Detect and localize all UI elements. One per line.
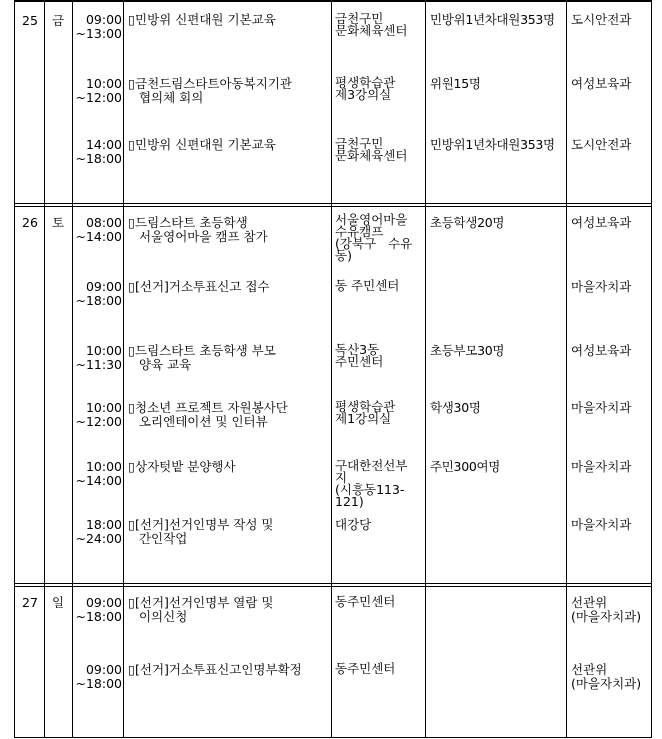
event-dept: 선관위 (마을자치과) — [571, 662, 642, 691]
event-marker: ▯ — [128, 279, 135, 294]
event-dept: 도시안전과 — [571, 137, 632, 152]
event-marker: ▯ — [128, 137, 135, 152]
col-border — [72, 0, 73, 738]
event-dept: 여성보육과 — [571, 76, 632, 91]
event-participants: 민방위1년차대원353명 — [430, 137, 555, 152]
event-participants: 민방위1년차대원353명 — [430, 12, 555, 27]
event-place: 독산3동 주민센터 — [335, 342, 384, 369]
event-time-start: 09:00 — [85, 12, 122, 27]
event-title: 민방위 신편대원 기본교육 — [135, 137, 276, 152]
event-title: 상자텃밭 분양행사 — [135, 459, 236, 474]
event-place: 동주민센터 — [335, 661, 396, 676]
day-weekday: 일 — [52, 595, 65, 610]
event-time-start: 14:00 — [85, 137, 122, 152]
event-title: 드림스타트 초등학생 부모 양육 교육 — [135, 343, 276, 372]
event-time-end: ~24:00 — [75, 531, 122, 546]
event-dept: 여성보육과 — [571, 343, 632, 358]
day-weekday: 토 — [52, 215, 65, 230]
col-border — [566, 0, 567, 738]
row-divider — [14, 583, 651, 584]
day-date: 25 — [22, 13, 38, 28]
event-time-start: 09:00 — [85, 595, 122, 610]
event-time-end: ~18:00 — [75, 676, 122, 691]
event-time-start: 18:00 — [85, 517, 122, 532]
row-divider — [14, 206, 651, 207]
event-participants: 초등학생20명 — [430, 215, 505, 230]
event-participants: 위원15명 — [430, 76, 481, 91]
top-border — [14, 0, 651, 2]
event-participants: 초등부모30명 — [430, 343, 505, 358]
col-border — [123, 0, 124, 738]
event-marker: ▯ — [128, 76, 135, 91]
event-title: [선거]거소투표신고인명부확정 — [135, 662, 302, 677]
event-dept: 도시안전과 — [571, 12, 632, 27]
event-time-start: 09:00 — [85, 662, 122, 677]
event-title: [선거]거소투표신고 접수 — [135, 279, 270, 294]
event-place: 금천구민 문화체육센터 — [335, 136, 408, 163]
event-participants: 학생30명 — [430, 400, 481, 415]
event-dept: 마을자치과 — [571, 459, 632, 474]
event-place: 평생학습관 제3강의실 — [335, 75, 396, 102]
event-place: 서울영어마을 수유캠프 (강북구 수유 동) — [335, 212, 413, 263]
event-title: [선거]선거인명부 작성 및 간인작업 — [135, 517, 274, 546]
event-marker: ▯ — [128, 343, 135, 358]
event-time-start: 10:00 — [85, 343, 122, 358]
event-place: 구대한전선부 지 (시흥동113- 121) — [335, 458, 408, 509]
event-participants: 주민300여명 — [430, 459, 501, 474]
event-marker: ▯ — [128, 662, 135, 677]
event-title: [선거]선거인명부 열람 및 이의신청 — [135, 595, 274, 624]
event-time-end: ~18:00 — [75, 609, 122, 624]
event-dept: 마을자치과 — [571, 279, 632, 294]
event-place: 대강당 — [335, 517, 372, 532]
event-marker: ▯ — [128, 215, 135, 230]
event-time-end: ~14:00 — [75, 473, 122, 488]
event-marker: ▯ — [128, 400, 135, 415]
col-border — [14, 0, 15, 738]
event-time-end: ~13:00 — [75, 26, 122, 41]
event-place: 동 주민센터 — [335, 278, 400, 293]
event-place: 금천구민 문화체육센터 — [335, 11, 408, 38]
event-title: 금천드림스타트아동복지기관 협의체 회의 — [135, 76, 292, 105]
event-title: 민방위 신편대원 기본교육 — [135, 12, 276, 27]
event-time-end: ~12:00 — [75, 90, 122, 105]
row-divider — [14, 586, 651, 587]
event-time-end: ~14:00 — [75, 229, 122, 244]
event-time-start: 10:00 — [85, 76, 122, 91]
col-border — [651, 0, 652, 738]
event-place: 동주민센터 — [335, 594, 396, 609]
col-border — [425, 0, 426, 738]
event-dept: 선관위 (마을자치과) — [571, 595, 642, 624]
event-dept: 마을자치과 — [571, 517, 632, 532]
event-time-start: 08:00 — [85, 215, 122, 230]
event-marker: ▯ — [128, 595, 135, 610]
event-time-start: 09:00 — [85, 279, 122, 294]
bottom-border — [14, 737, 651, 738]
event-time-end: ~18:00 — [75, 151, 122, 166]
event-marker: ▯ — [128, 459, 135, 474]
event-time-end: ~18:00 — [75, 293, 122, 308]
event-time-start: 10:00 — [85, 400, 122, 415]
day-weekday: 금 — [52, 13, 65, 28]
event-marker: ▯ — [128, 517, 135, 532]
event-time-start: 10:00 — [85, 459, 122, 474]
event-dept: 마을자치과 — [571, 400, 632, 415]
row-divider — [14, 203, 651, 204]
col-border — [44, 0, 45, 738]
col-border — [331, 0, 332, 738]
event-dept: 여성보육과 — [571, 215, 632, 230]
event-time-end: ~11:30 — [75, 357, 122, 372]
event-title: 청소년 프로젝트 자원봉사단 오리엔테이션 및 인터뷰 — [135, 400, 288, 429]
event-title: 드림스타트 초등학생 서울영어마을 캠프 참가 — [135, 215, 268, 244]
event-marker: ▯ — [128, 12, 135, 27]
day-date: 26 — [22, 215, 38, 230]
event-place: 평생학습관 제1강의실 — [335, 399, 396, 426]
event-time-end: ~12:00 — [75, 414, 122, 429]
day-date: 27 — [22, 595, 38, 610]
